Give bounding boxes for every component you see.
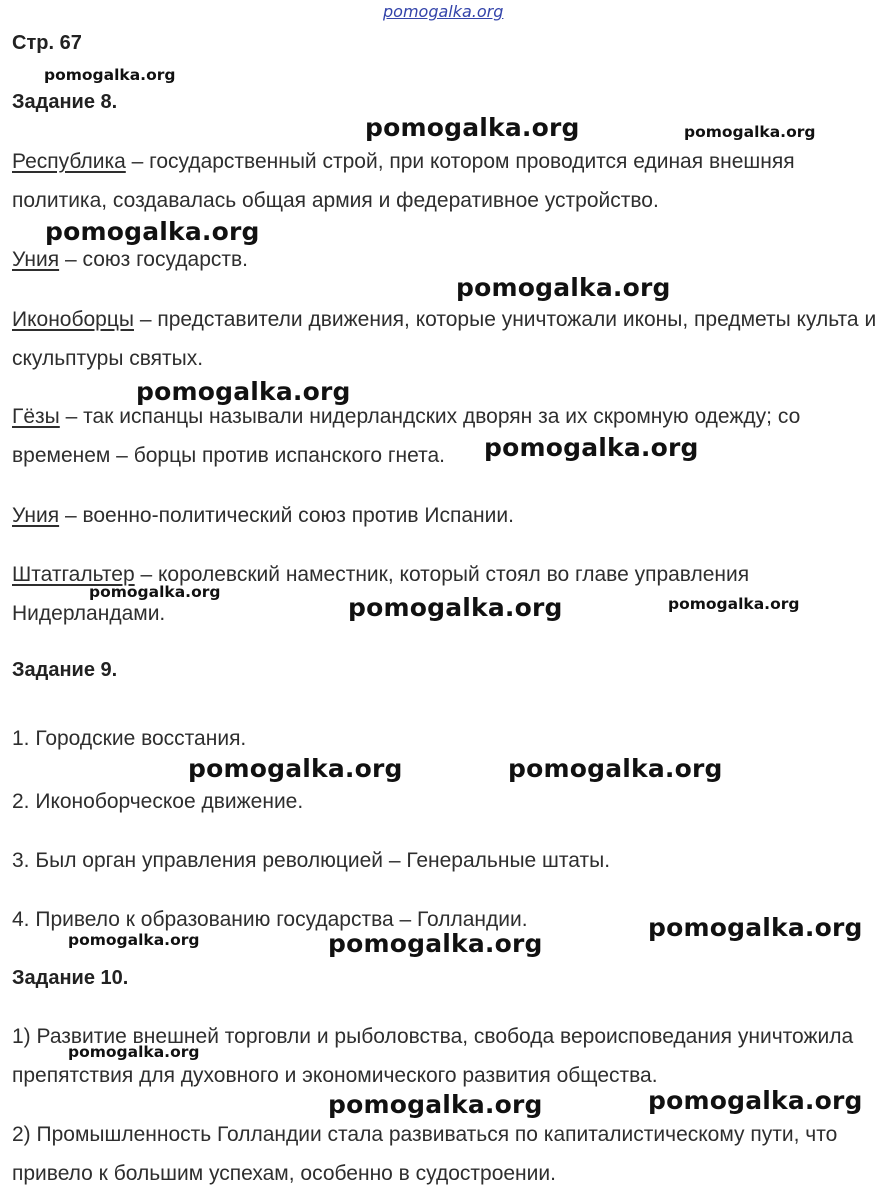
watermark: pomogalka.org <box>328 929 543 958</box>
list-item: 3. Был орган управления революцией – Генеральные штаты. <box>12 849 611 872</box>
watermark: pomogalka.org <box>89 583 221 601</box>
watermark: pomogalka.org <box>44 66 176 84</box>
list-item: 2) Промышленность Голландии стала развиваться по капиталистическому пути, что привело к большим успехам, особенно в судостроении. <box>12 1123 838 1185</box>
watermark: pomogalka.org <box>648 913 863 942</box>
definition-entry <box>12 496 877 535</box>
watermark: pomogalka.org <box>668 595 800 613</box>
watermark: pomogalka.org <box>188 754 403 783</box>
watermark: pomogalka.org <box>684 123 816 141</box>
definition-text: – представители движения, которые уничтожали иконы, предметы культа и скульптуры святых. <box>12 308 877 370</box>
definition-term: Уния <box>12 504 60 527</box>
definition-entry <box>12 300 877 378</box>
task10-title: Задание 10. <box>12 967 129 989</box>
definition-term: Иконоборцы <box>12 308 134 331</box>
definition-term: Штатгальтер <box>12 563 135 586</box>
definition-text: – так испанцы называли нидерландских дворян за их скромную одежду; со временем – борцы против испанского гнета. <box>12 405 801 467</box>
definition-term: Гёзы <box>12 405 60 428</box>
definition-entry <box>12 397 877 475</box>
watermark: pomogalka.org <box>68 1043 200 1061</box>
watermark: pomogalka.org <box>68 931 200 949</box>
list-item: 2. Иконоборческое движение. <box>12 790 304 813</box>
definition-text: – государственный строй, при котором проводится единая внешняя политика, создавалась общая армия и федеративное устройство. <box>12 150 795 212</box>
list-item: 4. Привело к образованию государства – Голландии. <box>12 908 528 931</box>
task9-title: Задание 9. <box>12 659 118 681</box>
list-item: 1. Городские восстания. <box>12 727 247 750</box>
task8-title: Задание 8. <box>12 91 118 113</box>
watermark: pomogalka.org <box>456 273 671 302</box>
definition-term: Уния <box>12 248 60 271</box>
watermark: pomogalka.org <box>45 217 260 246</box>
watermark: pomogalka.org <box>136 377 351 406</box>
definition-text: – военно-политический союз против Испании. <box>59 504 514 527</box>
definition-text: – союз государств. <box>59 248 248 271</box>
page-label: Стр. 67 <box>12 32 82 54</box>
watermark: pomogalka.org <box>348 593 563 622</box>
watermark: pomogalka.org <box>365 113 580 142</box>
watermark: pomogalka.org <box>328 1090 543 1119</box>
watermark: pomogalka.org <box>648 1086 863 1115</box>
list-item: 1) Развитие внешней торговли и рыболовства, свобода вероисповедания уничтожила препятствия для духовного и экономического развития общества. <box>12 1025 854 1087</box>
definition-term: Республика <box>12 150 126 173</box>
watermark: pomogalka.org <box>508 754 723 783</box>
definition-entry <box>12 142 877 220</box>
watermark: pomogalka.org <box>484 433 699 462</box>
site-watermark-top: pomogalka.org <box>383 2 504 21</box>
definition-text: – королевский наместник, который стоял во главе управления Нидерландами. <box>12 563 750 625</box>
